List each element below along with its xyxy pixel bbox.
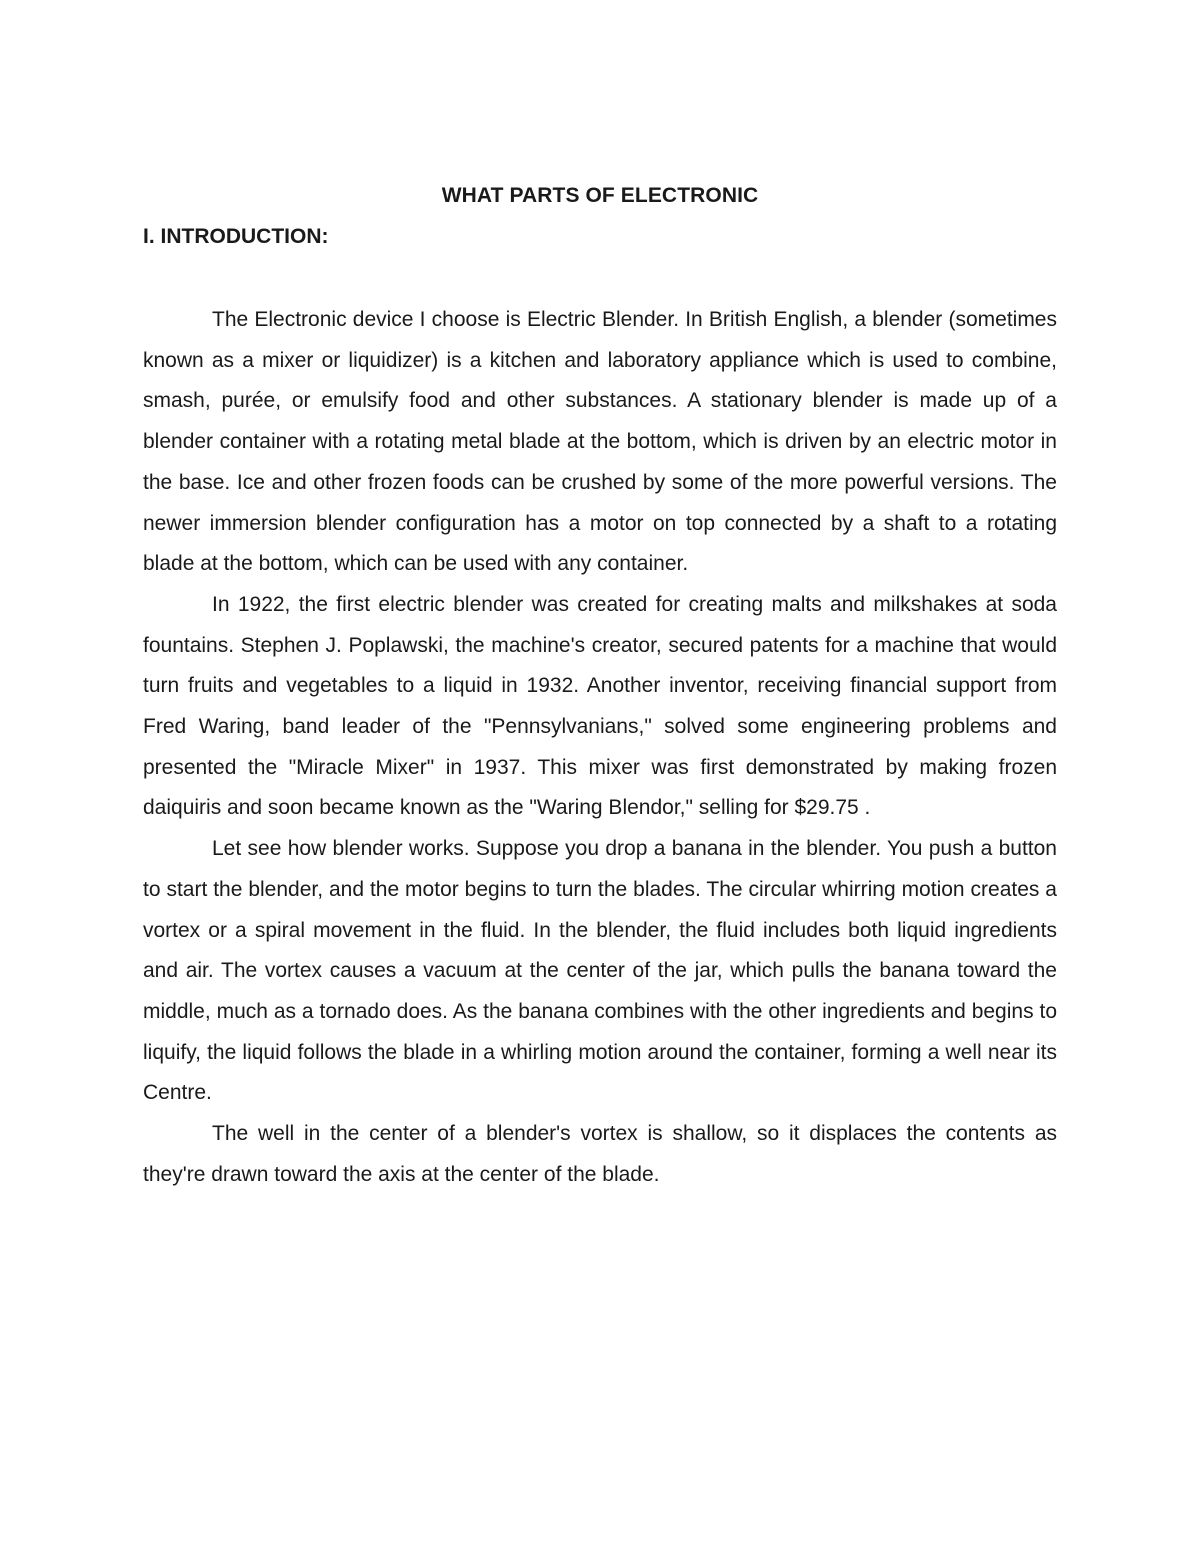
document-body <box>143 300 1057 1195</box>
body-paragraph-4: The well in the center of a blender's vortex is shallow, so it displaces the contents as they're drawn toward the axis at the center of the blade. <box>143 1122 1057 1186</box>
body-paragraph-1: The Electronic device I choose is Electric Blender. In British English, a blender (sometimes known as a mixer or liquidizer) is a kitchen and laboratory appliance which is used to combine, smash, purée, or emulsify food and other substances. A stationary blender is made up of a blender container with a rotating metal blade at the bottom, which is driven by an electric motor in the base. Ice and other frozen foods can be crushed by some of the more powerful versions. The newer immersion blender configuration has a motor on top connected by a shaft to a rotating blade at the bottom, which can be used with any container. <box>143 308 1057 576</box>
body-paragraph-2: In 1922, the first electric blender was created for creating malts and milkshakes at soda fountains. Stephen J. Poplawski, the machine's creator, secured patents for a machine that would turn fruits and vegetables to a liquid in 1932. Another inventor, receiving financial support from Fred Waring, band leader of the "Pennsylvanians," solved some engineering problems and presented the "Miracle Mixer" in 1937. This mixer was first demonstrated by making frozen daiquiris and soon became known as the "Waring Blendor," selling for $29.75 . <box>143 592 1057 820</box>
body-paragraph-3: Let see how blender works. Suppose you drop a banana in the blender. You push a button to start the blender, and the motor begins to turn the blades. The circular whirring motion creates a vortex or a spiral movement in the fluid. In the blender, the fluid includes both liquid ingredients and air. The vortex causes a vacuum at the center of the jar, which pulls the banana toward the middle, much as a tornado does. As the banana combines with the other ingredients and begins to liquify, the liquid follows the blade in a whirling motion around the container, forming a well near its Centre. <box>143 837 1057 1105</box>
section-heading-introduction: I. INTRODUCTION: <box>143 225 329 248</box>
document-title: WHAT PARTS OF ELECTRONIC <box>441 184 759 207</box>
